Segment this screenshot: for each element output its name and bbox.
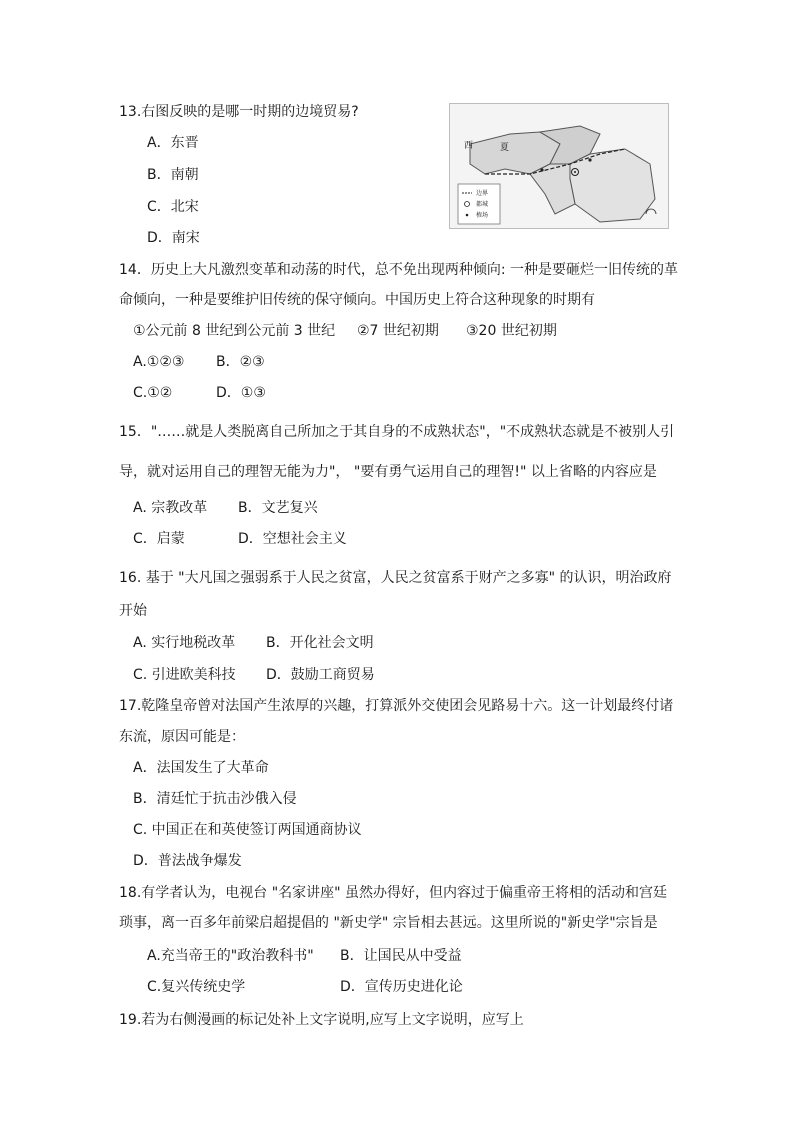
q17-option-d: D．普法战争爆发 bbox=[133, 853, 242, 869]
q15-option-d: D．空想社会主义 bbox=[238, 531, 347, 547]
map-label-xi: 西 bbox=[464, 141, 474, 151]
map-figure bbox=[450, 104, 668, 228]
q15-stem-line1: 15．"……就是人类脱离自己所加之于其自身的不成熟状态"，"不成熟状态就是不被别人引 bbox=[119, 424, 675, 440]
q14-option-c: C.①② bbox=[133, 385, 173, 401]
legend-border-label: 边界 bbox=[476, 190, 489, 197]
q18-option-c: C.复兴传统史学 bbox=[147, 979, 246, 995]
capital-dot bbox=[574, 171, 576, 173]
q18-stem-line2: 琐事，离一百多年前梁启超提倡的 "新史学" 宗旨相去甚远。这里所说的"新史学"宗旨是 bbox=[119, 915, 658, 931]
legend-capital-label: 都城 bbox=[476, 201, 489, 208]
q13-option-b: B．南朝 bbox=[147, 167, 199, 183]
q17-stem-line1: 17.乾隆皇帝曾对法国产生浓厚的兴趣，打算派外交使团会见路易十六。这一计划最终付诸 bbox=[119, 698, 674, 714]
q15-option-a: A. 宗教改革 bbox=[133, 500, 208, 516]
q16-option-b: B．开化社会文明 bbox=[266, 635, 374, 651]
q14-stem-line2: 命倾向，一种是要维护旧传统的保守倾向。中国历史上符合这种现象的时期有 bbox=[119, 292, 595, 308]
q18-option-d: D．宣传历史进化论 bbox=[340, 979, 463, 995]
q16-option-a: A. 实行地税改革 bbox=[133, 635, 236, 651]
q14-option-a: A.①②③ bbox=[133, 354, 185, 370]
q15-option-b: B．文艺复兴 bbox=[238, 500, 318, 516]
q16-stem-line1: 16. 基于 "大凡国之强弱系于人民之贫富，人民之贫富系于财产之多寡" 的认识，明治政府 bbox=[119, 570, 672, 586]
q13-border-trade-map bbox=[449, 103, 669, 229]
q14-option-d: D．①③ bbox=[216, 385, 266, 401]
q17-option-c: C. 中国正在和英使签订两国通商协议 bbox=[133, 822, 362, 838]
q15-stem-line2: 导，就对运用自己的理智无能为力"， "要有勇气运用自己的理智!" 以上省略的内容应是 bbox=[119, 464, 657, 480]
map-legend bbox=[458, 184, 500, 224]
q14-item-2: ②7 世纪初期 bbox=[357, 323, 439, 339]
q16-stem-line2: 开始 bbox=[119, 603, 147, 619]
q13-option-a: A．东晋 bbox=[147, 135, 199, 151]
legend-tradepost-icon bbox=[466, 214, 469, 217]
trade-post-icon bbox=[588, 158, 591, 161]
q17-option-b: B．清廷忙于抗击沙俄入侵 bbox=[133, 791, 297, 807]
q16-option-d: D．鼓励工商贸易 bbox=[266, 667, 375, 683]
q17-stem-line2: 东流，原因可能是： bbox=[119, 729, 245, 745]
q13-option-c: C．北宋 bbox=[147, 199, 199, 215]
q14-stem-line1: 14．历史上大凡激烈变革和动荡的时代，总不免出现两种倾向: 一种是要砸烂一旧传统的革 bbox=[119, 262, 678, 278]
q14-item-3: ③20 世纪初期 bbox=[466, 323, 557, 339]
legend-tradepost-label: 榷场 bbox=[476, 212, 489, 219]
map-region-south bbox=[530, 164, 575, 214]
q13-option-d: D．南宋 bbox=[147, 230, 200, 246]
q16-option-c: C. 引进欧美科技 bbox=[133, 667, 236, 683]
q17-option-a: A．法国发生了大革命 bbox=[133, 760, 269, 776]
q18-option-b: B．让国民从中受益 bbox=[340, 948, 462, 964]
q13-stem: 13.右图反映的是哪一时期的边境贸易? bbox=[119, 104, 359, 120]
q14-item-1: ①公元前 8 世纪到公元前 3 世纪 bbox=[133, 323, 336, 339]
q14-option-b: B．②③ bbox=[216, 354, 265, 370]
q15-option-c: C．启蒙 bbox=[133, 531, 185, 547]
map-label-xia: 夏 bbox=[500, 143, 510, 153]
q19-stem: 19.若为右侧漫画的标记处补上文字说明,应写上文字说明，应写上 bbox=[119, 1012, 524, 1028]
q18-stem-line1: 18.有学者认为，电视台 "名家讲座" 虽然办得好，但内容过于偏重帝王将相的活动和宫廷 bbox=[119, 885, 668, 901]
q18-option-a: A.充当帝王的"政治教科书" bbox=[147, 948, 314, 964]
trade-post-icon bbox=[540, 168, 543, 171]
